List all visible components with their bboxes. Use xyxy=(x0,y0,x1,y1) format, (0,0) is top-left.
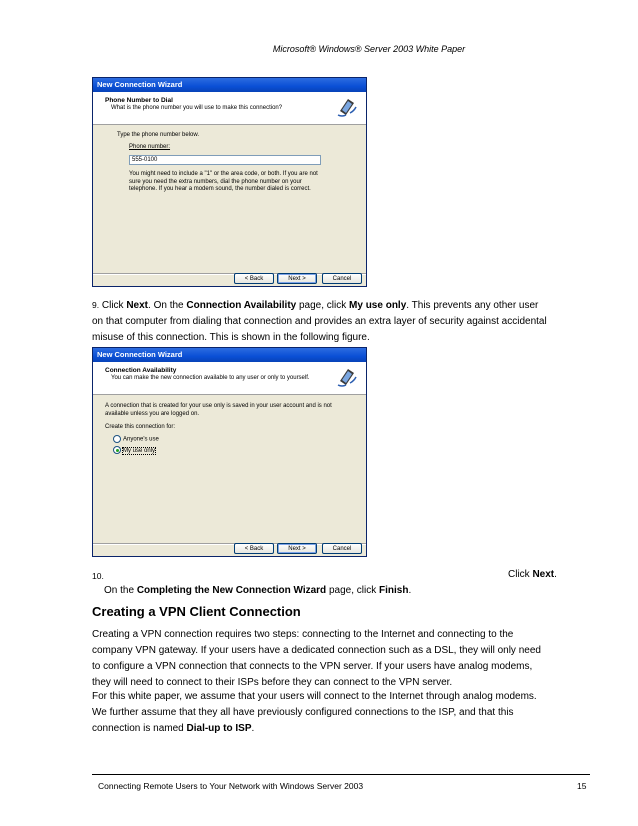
step-9 xyxy=(92,297,552,346)
step-10-number xyxy=(92,568,104,585)
paragraph-text: For this white paper, we assume that your users will connect to the Internet through analog modems. We further assume that they all have previously configured connections to the ISP, and that this connection is named xyxy=(92,691,537,734)
step-10-click-next xyxy=(508,567,557,583)
wizard-body xyxy=(93,125,366,275)
step-text: . xyxy=(554,569,557,580)
footer-title: Connecting Remote Users to Your Network with Windows Server 2003 xyxy=(98,781,364,791)
cancel-button[interactable]: Cancel xyxy=(322,543,362,554)
wizard-heading: Phone Number to Dial xyxy=(105,97,173,104)
connection-name: Dial-up to ISP xyxy=(186,723,252,734)
page-header xyxy=(0,44,638,54)
wizard-header-panel xyxy=(93,92,366,125)
dialing-note: You might need to include a "1" or the area code, or both. If you are not sure you need the extra numbers, dial the phone number on your telephone. If you hear a modem sound, the number dialed is correct. xyxy=(129,171,318,192)
radio-circle-selected[interactable] xyxy=(113,446,121,454)
wizard-header-panel xyxy=(93,362,366,395)
wizard-dialog-availability xyxy=(92,347,367,557)
radio-anyones-use[interactable] xyxy=(113,435,159,444)
step-bold-next: Next xyxy=(126,300,149,311)
back-button[interactable]: < Back xyxy=(234,273,274,284)
back-button[interactable]: < Back xyxy=(234,543,274,554)
paragraph-text: . xyxy=(251,723,255,734)
header-text: Microsoft® Windows® Server 2003 White Paper xyxy=(272,44,466,54)
dialog-title-bar: New Connection Wizard xyxy=(93,78,366,92)
step-bold-next: Next xyxy=(532,569,555,580)
section-title: Creating a VPN Client Connection xyxy=(92,604,301,619)
section-paragraph-2 xyxy=(92,689,552,737)
radio-label: Anyone's use xyxy=(123,436,159,443)
wizard-dialog-phone-number xyxy=(92,77,367,287)
intro-text: Type the phone number below. xyxy=(117,132,200,138)
step-10-text xyxy=(104,583,411,599)
radio-circle[interactable] xyxy=(113,435,121,443)
step-text: . xyxy=(408,585,412,596)
wizard-button-bar xyxy=(93,274,366,287)
page-number: 15 xyxy=(577,781,587,791)
phone-connection-icon xyxy=(336,95,358,119)
step-bold-page: Completing the New Connection Wizard xyxy=(136,585,327,596)
step-text: page, click xyxy=(326,585,379,596)
create-for-label: Create this connection for: xyxy=(105,424,176,430)
wizard-heading: Connection Availability xyxy=(105,367,177,374)
dialog-title-bar: New Connection Wizard xyxy=(93,348,366,362)
next-button[interactable]: Next > xyxy=(277,543,317,554)
radio-my-use-only[interactable] xyxy=(113,446,155,455)
radio-label: My use only xyxy=(123,447,156,454)
wizard-body xyxy=(93,395,366,545)
step-text: page, click xyxy=(296,300,350,311)
availability-note: A connection that is created for your use only is saved in your user account and is not available unless you are logged on. xyxy=(105,403,332,417)
phone-number-label: Phone number: xyxy=(129,144,171,150)
step-text: . This prevents any other user on that computer from dialing that connection and provides an extra layer of security against accidental misuse of this connection. This is shown in the following figure. xyxy=(92,300,547,343)
step-bold-page: Connection Availability xyxy=(186,300,297,311)
next-button[interactable]: Next > xyxy=(277,273,317,284)
step-text: . On the xyxy=(148,300,187,311)
step-number: 9. xyxy=(92,300,100,310)
phone-connection-icon xyxy=(336,365,358,389)
section-paragraph-1: Creating a VPN connection requires two steps: connecting to the Internet and connecting to the company VPN gateway. If your users have a dedicated connection such as a DSL, they will only need to configure a VPN connection that connects to the VPN server. If your users have analog modems, they will need to connect to their ISPs before they can connect to the VPN server. xyxy=(92,629,541,688)
footer-rule xyxy=(92,774,590,775)
step-bold-finish: Finish xyxy=(378,585,409,596)
wizard-button-bar xyxy=(93,544,366,557)
step-number: 10. xyxy=(92,571,104,581)
wizard-subheading: You can make the new connection available to any user or only to yourself. xyxy=(111,375,310,381)
wizard-subheading: What is the phone number you will use to make this connection? xyxy=(111,105,283,111)
cancel-button[interactable]: Cancel xyxy=(322,273,362,284)
step-text: Click xyxy=(508,569,533,580)
phone-number-input[interactable]: 555-0100 xyxy=(129,155,321,165)
step-text: Click xyxy=(101,300,127,311)
step-text: On the xyxy=(104,585,137,596)
step-bold-option: My use only xyxy=(349,300,407,311)
